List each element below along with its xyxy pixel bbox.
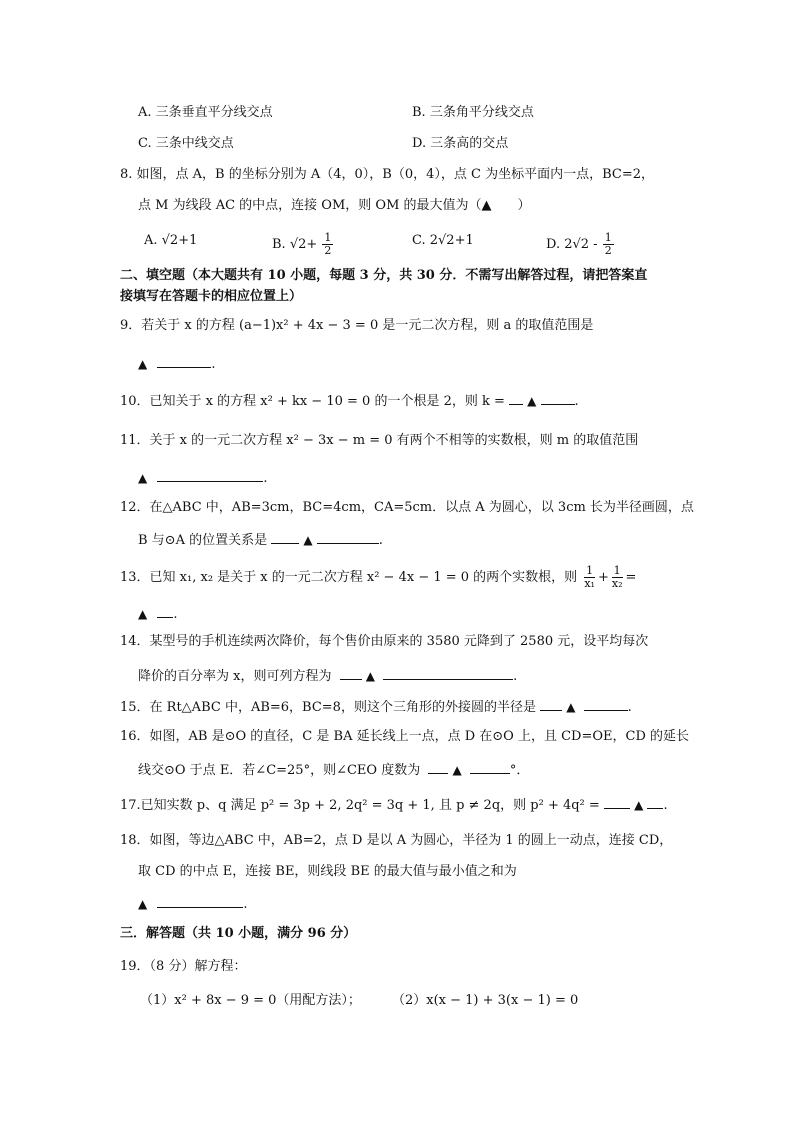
q15-stem: 15．在 Rt△ABC 中，AB=6，BC=8，则这个三角形的外接圆的半径是 ▲ . — [120, 697, 632, 717]
q14-blank-left — [340, 666, 362, 680]
q12-stem-line2: B 与⊙A 的位置关系是 ▲ . — [138, 530, 383, 550]
q8-option-d — [546, 232, 615, 257]
q18-answer-line: ▲ . — [138, 894, 248, 914]
q14-answer-marker: ▲ — [365, 669, 375, 683]
q8-option-b-fraction — [322, 232, 333, 257]
q13-answer-marker: ▲ — [138, 607, 148, 621]
q8-option-b-text: B. √2+ — [272, 237, 318, 252]
q7-option-d: D. 三条高的交点 — [412, 136, 509, 151]
q9-answer-blank — [157, 354, 211, 368]
q13-stem-line1 — [120, 565, 636, 590]
q14-stem-line1: 14．某型号的手机连续两次降价，每个售价由原来的 3580 元降到了 2580 元，设平均每次 — [120, 634, 649, 649]
q15-stem-text: 15．在 Rt△ABC 中，AB=6，BC=8，则这个三角形的外接圆的半径是 — [120, 700, 536, 715]
q10-answer-marker: ▲ — [527, 394, 537, 408]
q16-stem-line2-text: 线交⊙O 于点 E．若∠C=25°，则∠CEO 度数为 — [138, 763, 421, 778]
q17-blank-right — [647, 795, 663, 809]
q8-option-c: C. 2√2+1 — [412, 233, 474, 248]
q16-degree: °． — [509, 763, 530, 778]
q18-stem-line1: 18．如图，等边△ABC 中，AB=2，点 D 是以 A 为圆心，半径为 1 的圆上一动点，连接 CD， — [120, 833, 673, 848]
q18-answer-marker: ▲ — [138, 897, 148, 911]
q8-option-b-denominator: 2 — [324, 244, 332, 257]
q16-stem-line1: 16．如图，AB 是⊙O 的直径，C 是 BA 延长线上一点，点 D 在⊙O 上，且 CD=OE，CD 的延长 — [120, 729, 689, 744]
q12-answer-marker: ▲ — [303, 533, 313, 547]
q14-stem-line2: 降价的百分率为 x，则可列方程为 ▲ . — [138, 666, 517, 686]
q8-option-b — [272, 232, 334, 257]
q8-stem-line1: 8. 如图，点 A，B 的坐标分别为 A（4，0），B（0，4），点 C 为坐标平面内一点，BC=2， — [120, 167, 655, 182]
q12-blank-left — [271, 530, 299, 544]
q17-stem-text: 17.已知实数 p、q 满足 p² = 3p + 2, 2q² = 3q + 1, 且 p ≠ 2q，则 p² + 4q² = — [120, 798, 600, 813]
q18-answer-blank — [157, 894, 243, 908]
q13-answer-line: ▲ . — [138, 604, 178, 624]
q11-stem-line1: 11．关于 x 的一元二次方程 x² − 3x − m = 0 有两个不相等的实数根，则 m 的取值范围 — [120, 433, 639, 448]
q14-stem-line2-text: 降价的百分率为 x，则可列方程为 — [138, 669, 332, 684]
q10-blank-right — [541, 391, 575, 405]
q7-option-a: A. 三条垂直平分线交点 — [138, 105, 273, 120]
q13-plus: + — [597, 570, 609, 585]
q13-fraction-2-numerator: 1 — [613, 564, 621, 577]
q11-answer-line: ▲ . — [138, 468, 268, 488]
q19-title: 19．（8 分）解方程： — [120, 959, 247, 974]
q13-answer-blank — [157, 604, 173, 618]
q13-fraction-1-numerator: 1 — [586, 564, 594, 577]
q13-fraction-2 — [610, 565, 625, 590]
q16-blank-right — [470, 760, 510, 774]
q7-option-c: C. 三条中线交点 — [138, 136, 234, 151]
q19-part1: （1）x² + 8x − 9 = 0（用配方法）； — [140, 993, 361, 1008]
q8-option-d-denominator: 2 — [604, 244, 612, 257]
q9-answer-line: ▲ . — [138, 354, 216, 374]
q9-stem-line1: 9．若关于 x 的方程 (a−1)x² + 4x − 3 = 0 是一元二次方程，则 a 的取值范围是 — [120, 318, 594, 333]
q8-option-a: A. √2+1 — [144, 233, 198, 248]
q15-answer-marker: ▲ — [566, 700, 576, 714]
q13-fraction-2-denominator: x₂ — [611, 577, 623, 590]
q13-fraction-1-denominator: x₁ — [584, 577, 595, 590]
q17-blank-left — [604, 795, 630, 809]
section2-heading-line2: 接填写在答题卡的相应位置上） — [120, 289, 303, 304]
q8-option-d-text: D. 2√2 - — [546, 237, 598, 252]
q8-option-d-numerator: 1 — [604, 231, 612, 244]
q11-answer-blank — [157, 468, 263, 482]
q18-stem-line2: 取 CD 的中点 E，连接 BE，则线段 BE 的最大值与最小值之和为 — [138, 864, 517, 879]
q12-blank-right — [317, 530, 379, 544]
q14-blank-right — [383, 666, 513, 680]
q16-blank-left — [428, 760, 448, 774]
q12-stem-line2-text: B 与⊙A 的位置关系是 — [138, 533, 268, 548]
section2-heading-line1: 二、填空题（本大题共有 10 小题，每题 3 分，共 30 分．不需写出解答过程，请把答案直 — [120, 268, 648, 283]
q13-stem-text: 13．已知 x₁, x₂ 是关于 x 的一元二次方程 x² − 4x − 1 = 0 的两个实数根，则 — [120, 570, 578, 585]
q13-fraction-1 — [582, 565, 597, 590]
q17-answer-marker: ▲ — [634, 798, 644, 812]
q13-equals: = — [625, 570, 637, 585]
section3-heading: 三．解答题（共 10 小题，满分 96 分） — [120, 926, 357, 941]
q11-answer-marker: ▲ — [138, 471, 148, 485]
q16-answer-marker: ▲ — [452, 763, 462, 777]
q8-option-b-numerator: 1 — [324, 231, 332, 244]
q15-blank-left — [540, 697, 562, 711]
q16-stem-line2 — [138, 760, 529, 780]
q8-option-d-fraction — [603, 232, 614, 257]
q17-stem: 17.已知实数 p、q 满足 p² = 3p + 2, 2q² = 3q + 1, 且 p ≠ 2q，则 p² + 4q² = ▲ . — [120, 795, 668, 815]
q9-answer-marker: ▲ — [138, 357, 148, 371]
q10-blank-left — [509, 391, 523, 405]
q10-stem-text: 10．已知关于 x 的方程 x² + kx − 10 = 0 的一个根是 2，则 k = — [120, 394, 505, 409]
q12-stem-line1: 12．在△ABC 中，AB=3cm，BC=4cm，CA=5cm．以点 A 为圆心，以 3cm 长为半径画圆，点 — [120, 500, 694, 515]
q19-part2: （2）x(x − 1) + 3(x − 1) = 0 — [392, 993, 579, 1008]
q8-stem-line2: 点 M 为线段 AC 的中点，连接 OM，则 OM 的最大值为（▲ ） — [138, 198, 531, 213]
q10-stem: 10．已知关于 x 的方程 x² + kx − 10 = 0 的一个根是 2，则 k = ▲ . — [120, 391, 579, 411]
q7-option-b: B. 三条角平分线交点 — [412, 105, 534, 120]
q15-blank-right — [584, 697, 628, 711]
